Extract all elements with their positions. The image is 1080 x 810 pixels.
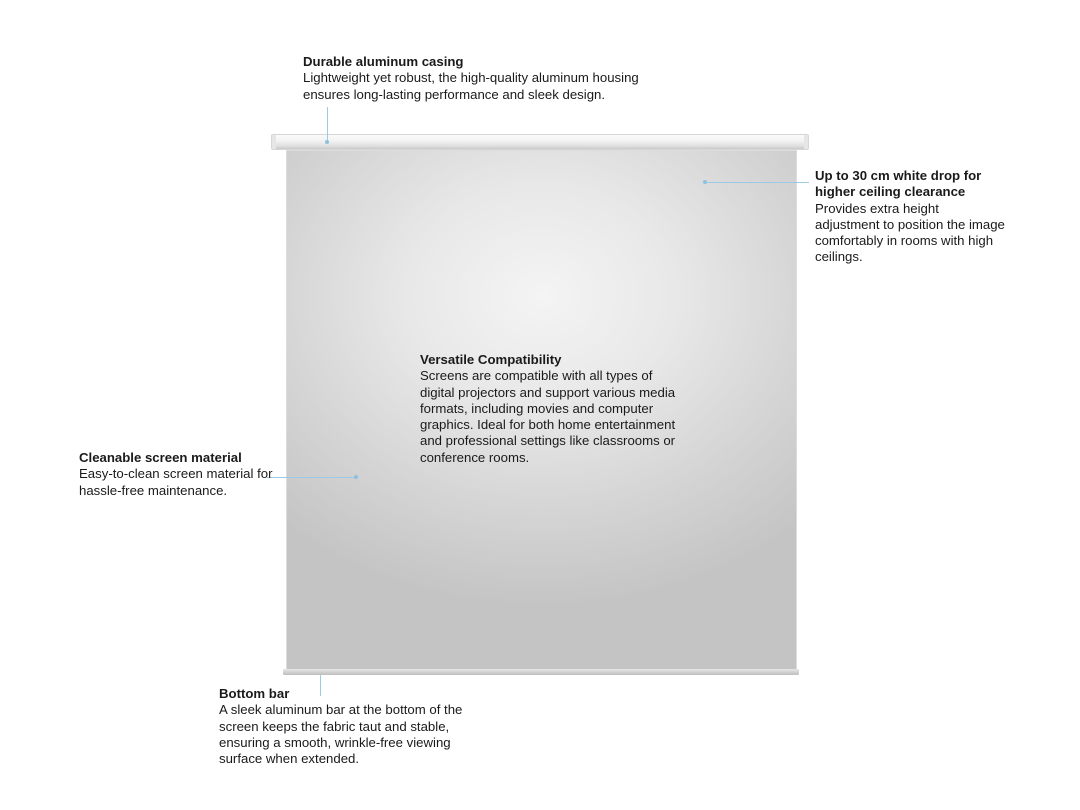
white-drop-caption: [815, 168, 1005, 266]
cleanable-leader-dot: [354, 475, 358, 479]
casing-leader-dot: [325, 140, 329, 144]
cleanable-description: Easy-to-clean screen material for hassle-free maintenance.: [79, 466, 273, 498]
white-drop-description: Provides extra height adjustment to position the image comfortably in rooms with high ceilings.: [815, 200, 1005, 265]
casing-title: Durable aluminum casing: [303, 54, 464, 69]
cleanable-caption: [79, 450, 279, 499]
compatibility-caption: [420, 352, 680, 466]
casing-end-cap-left: [272, 135, 276, 149]
white-drop-title: Up to 30 cm white drop for higher ceiling clearance: [815, 168, 982, 200]
casing-leader-line: [327, 107, 328, 142]
casing-end-cap-right: [804, 135, 808, 149]
screen-bottom-bar: [283, 669, 799, 675]
compatibility-description: Screens are compatible with all types of digital projectors and support various media formats, including movies and computer graphics. Ideal for both home entertainment and professional settings like classrooms or conference rooms.: [420, 368, 676, 465]
casing-description: Lightweight yet robust, the high-quality aluminum housing ensures long-lasting performance and sleek design.: [303, 70, 639, 102]
cleanable-title: Cleanable screen material: [79, 450, 242, 465]
bottom-bar-description: A sleek aluminum bar at the bottom of the screen keeps the fabric taut and stable, ensuring a smooth, wrinkle-free viewing surface when extended.: [219, 702, 463, 767]
white-drop-leader-line: [705, 182, 809, 183]
bottom-bar-caption: [219, 686, 489, 767]
bottom-bar-title: Bottom bar: [219, 686, 290, 701]
casing-caption: [303, 54, 683, 103]
compatibility-title: Versatile Compatibility: [420, 352, 562, 367]
aluminum-casing: [271, 134, 809, 150]
cleanable-leader-line: [267, 477, 356, 478]
